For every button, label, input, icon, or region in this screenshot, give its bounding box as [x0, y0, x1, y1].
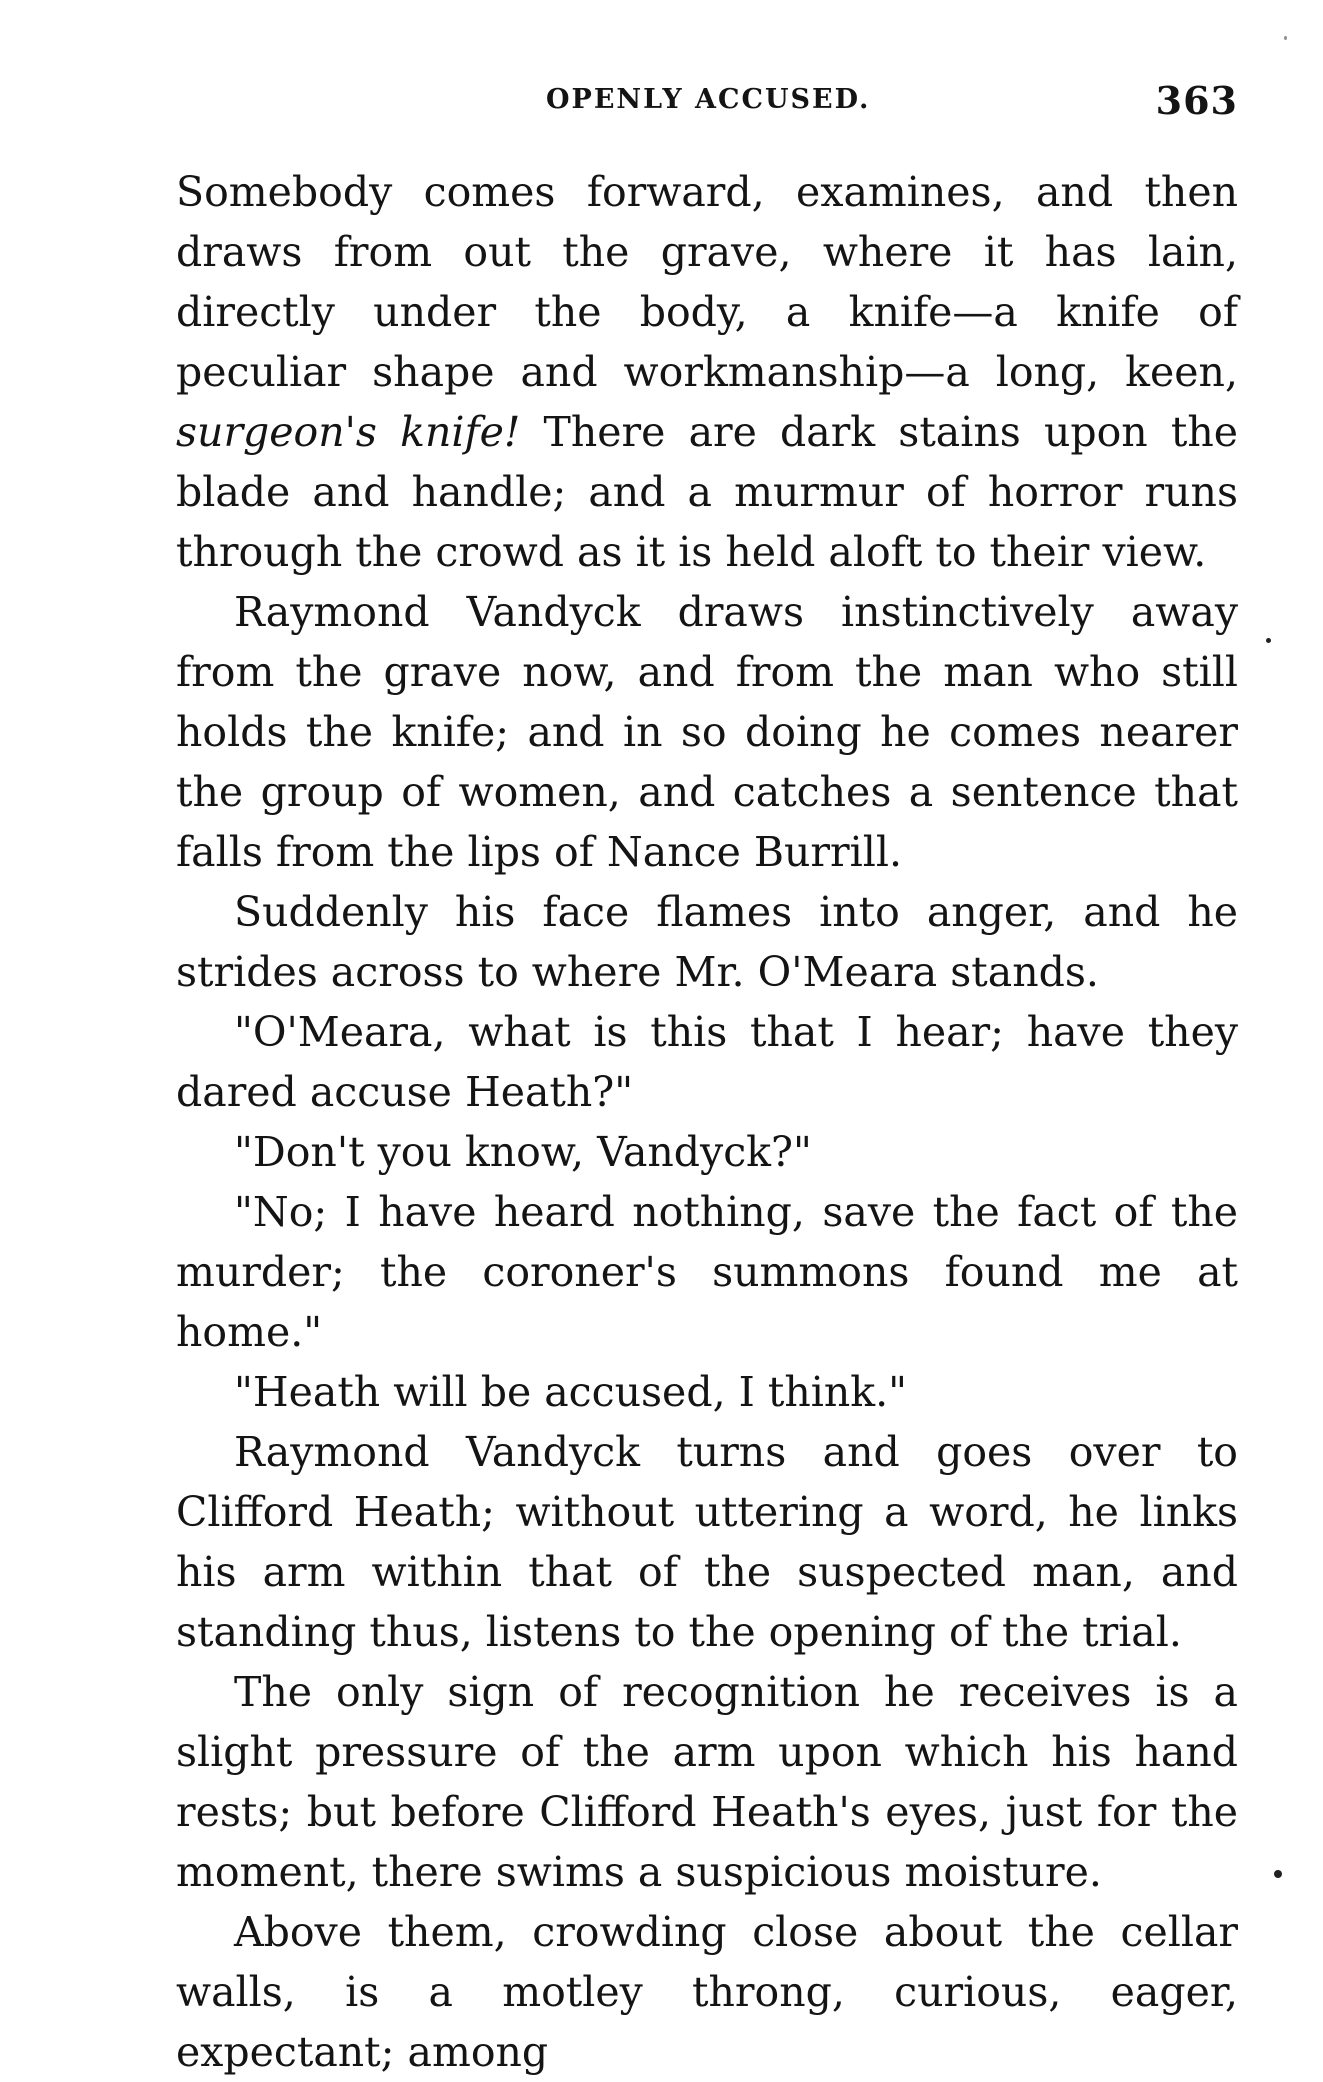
paragraph-1-text-end: There are dark stains upon the blade and handle; and a murmur of horror runs through the crowd as it is held aloft to their view.: [176, 408, 1238, 576]
paragraph-3: Suddenly his face flames into anger, and he strides across to where Mr. O'Meara stands.: [176, 888, 1238, 996]
paragraph-5: "Don't you know, Vandyck?": [234, 1128, 812, 1176]
paragraph-8: Raymond Vandyck turns and goes over to Clifford Heath; without uttering a word, he links his arm within that of the suspected man, and standing thus, listens to the opening of the trial.: [176, 1428, 1238, 1656]
paragraph-2: Raymond Vandyck draws instinctively away from the grave now, and from the man who still holds the knife; and in so doing he comes nearer the group of women, and catches a sentence that falls from the lips of Nance Burrill.: [176, 588, 1238, 876]
running-head: OPENLY ACCUSED.: [546, 84, 871, 115]
ink-speck: [1274, 1870, 1282, 1878]
paragraph-1: [176, 162, 1238, 582]
page-header: [176, 78, 1238, 128]
body-text: [176, 162, 1238, 2082]
ink-speck: [1266, 638, 1271, 643]
paragraph-6: "No; I have heard nothing, save the fact of the murder; the coroner's summons found me at home.": [176, 1188, 1238, 1356]
paragraph-10: Above them, crowding close about the cellar walls, is a motley throng, curious, eager, expectant; among: [176, 1908, 1238, 2076]
paragraph-1-text: Somebody comes forward, examines, and then draws from out the grave, where it has lain, directly under the body, a knife—a knife of peculiar shape and workmanship—a long, keen,: [176, 168, 1238, 396]
paragraph-4: "O'Meara, what is this that I hear; have they dared accuse Heath?": [176, 1008, 1238, 1116]
italic-phrase: surgeon's knife!: [176, 408, 521, 456]
paragraph-7: "Heath will be accused, I think.": [234, 1368, 907, 1416]
paragraph-9: The only sign of recognition he receives is a slight pressure of the arm upon which his hand rests; but before Clifford Heath's eyes, just for the moment, there swims a suspicious moisture.: [176, 1668, 1238, 1896]
page-number: 363: [1155, 78, 1238, 123]
ink-speck: [1284, 36, 1287, 40]
